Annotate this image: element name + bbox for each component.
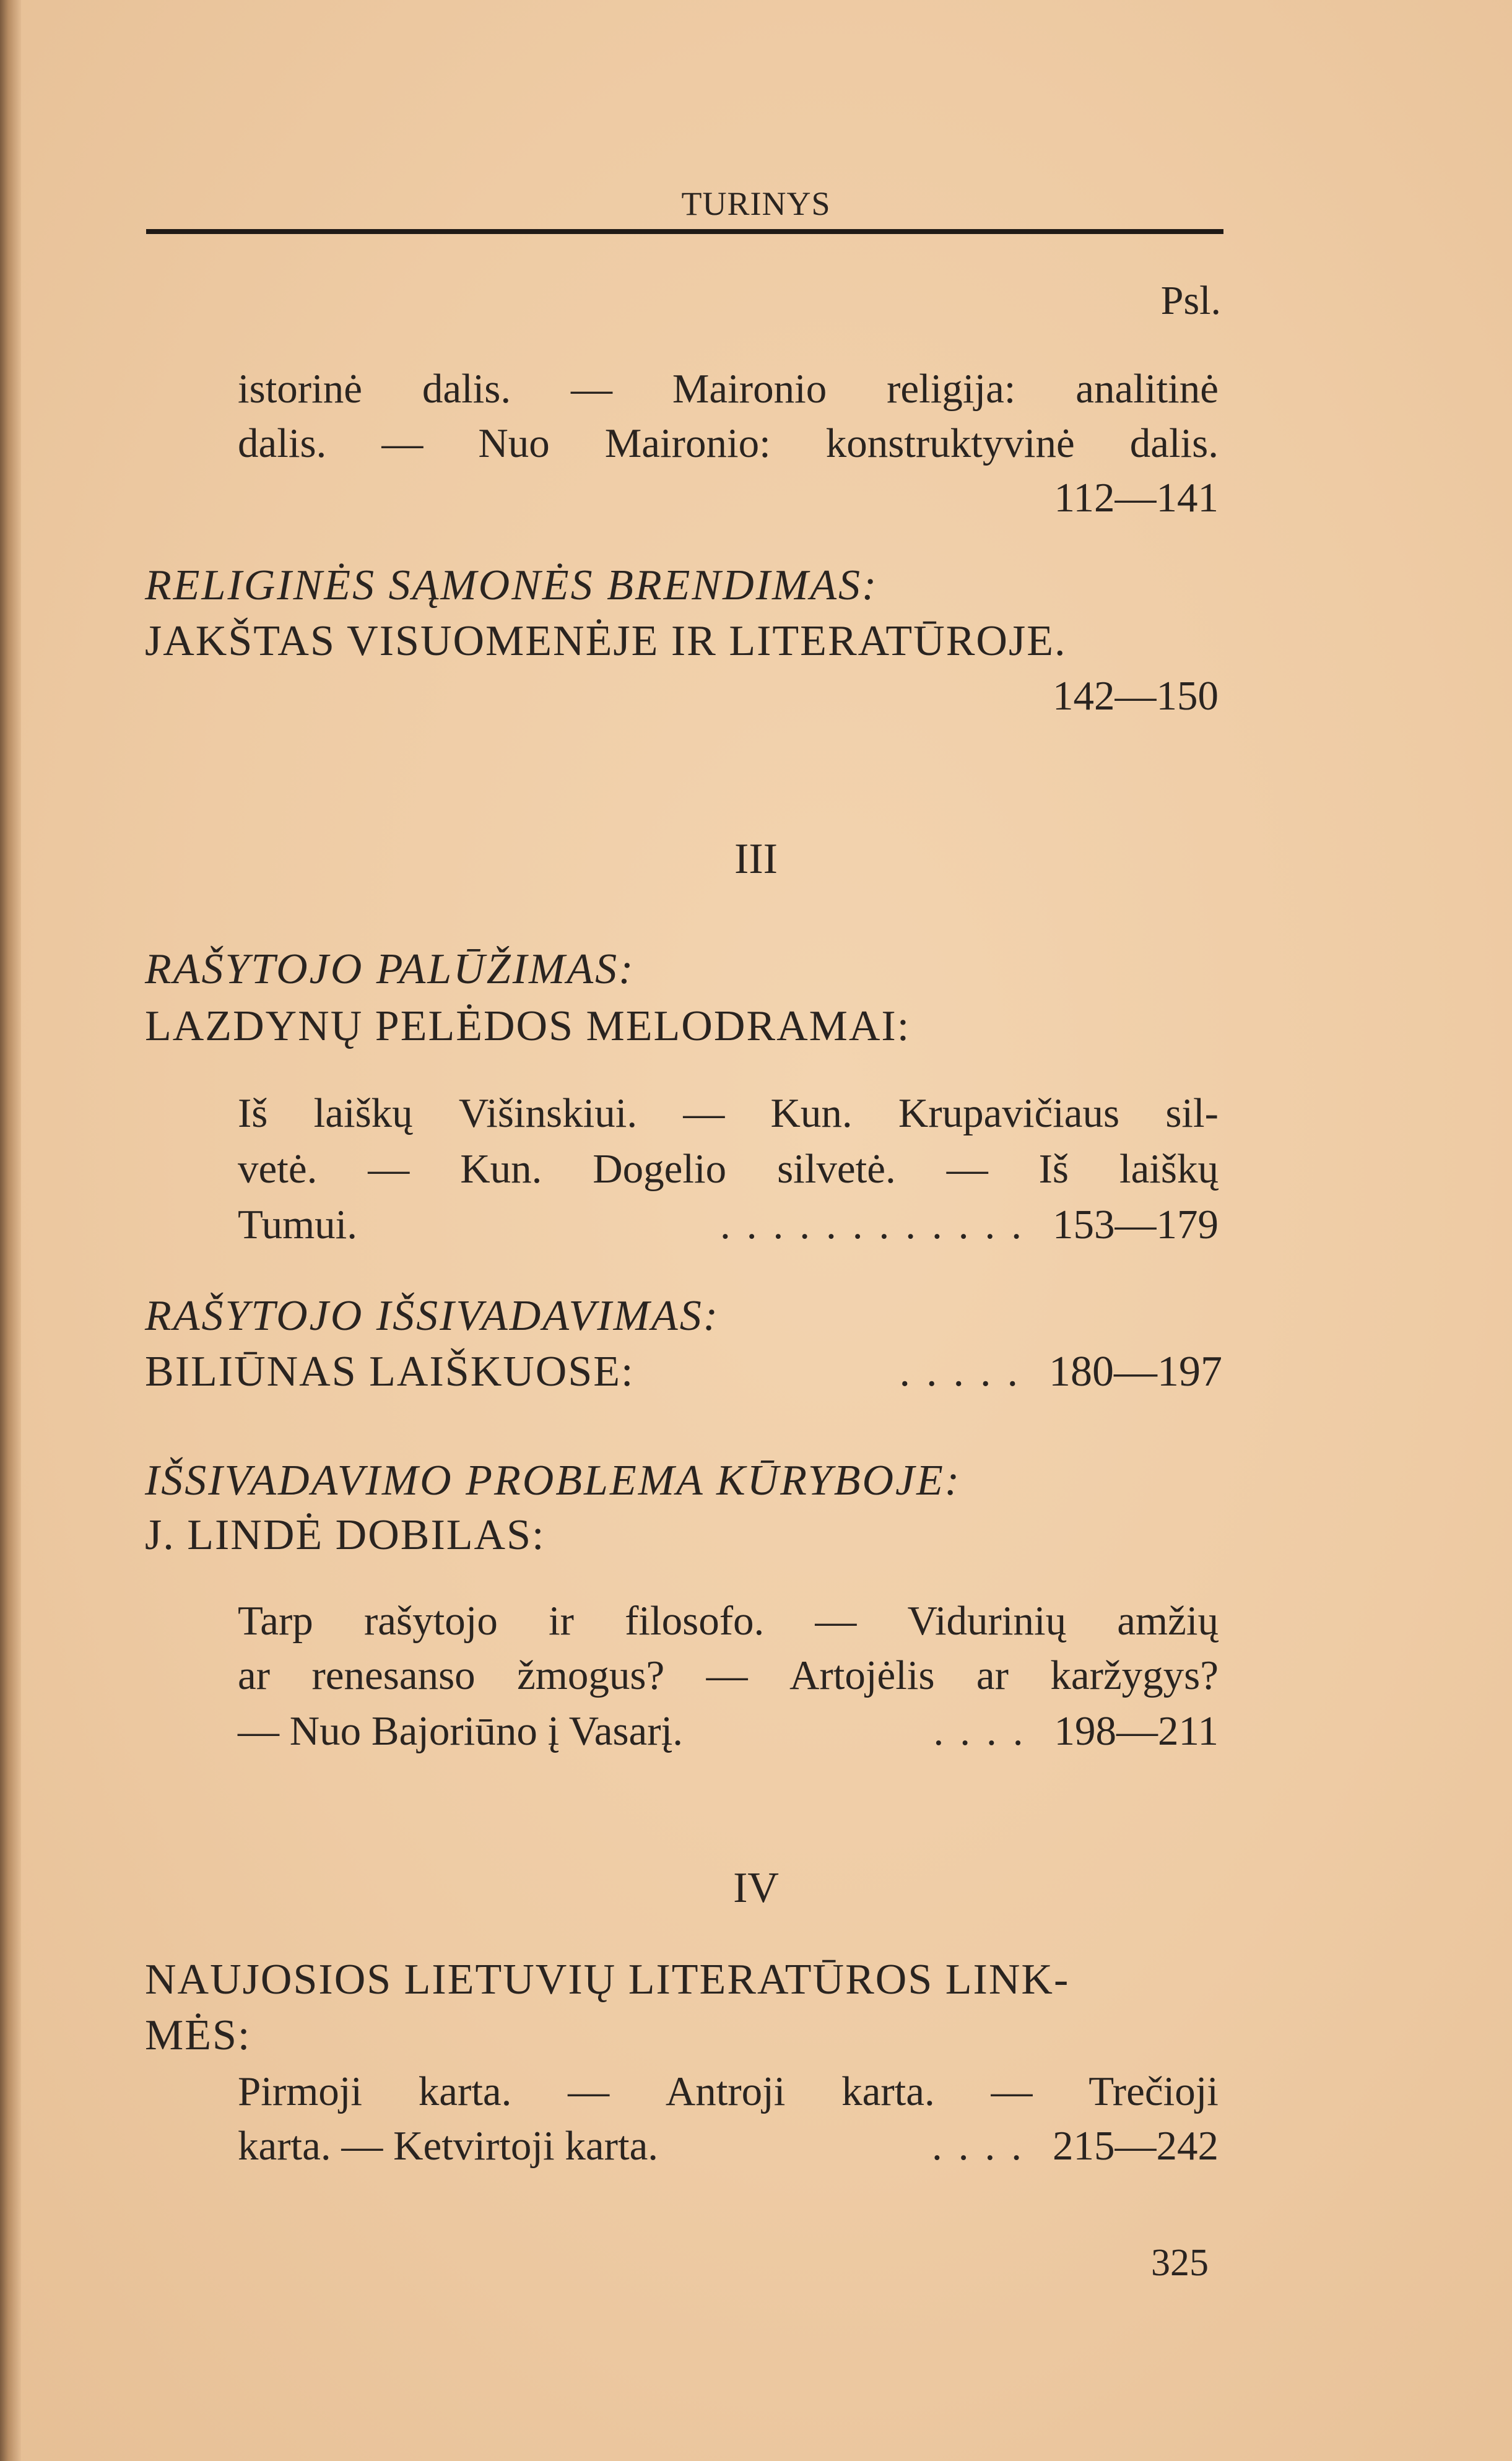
- toc-entry-4-line: BILIŪNAS LAIŠKUOSE: ..... 180—197: [145, 1348, 1222, 1395]
- leader-dots: ....: [932, 2123, 1038, 2169]
- header-rule: [146, 229, 1223, 234]
- toc-entry-6-line-2: karta. — Ketvirtoji karta. .... 215—242: [238, 2123, 1219, 2169]
- toc-entry-6-pages: 215—242: [1053, 2123, 1219, 2169]
- toc-entry-3-pages: 153—179: [1053, 1202, 1219, 1248]
- section-numeral-3: III: [734, 835, 778, 883]
- page-header-title: TURINYS: [681, 185, 831, 222]
- toc-entry-5-line-2: ar renesanso žmogus? — Artojėlis ar karžygys?: [238, 1652, 1219, 1698]
- toc-entry-3-heading: RAŠYTOJO PALŪŽIMAS:: [145, 945, 635, 993]
- toc-entry-5-heading: IŠSIVADAVIMO PROBLEMA KŪRYBOJE:: [145, 1457, 962, 1504]
- toc-entry-1-line-1: istorinė dalis. — Maironio religija: analitinė: [238, 366, 1219, 412]
- toc-entry-2-pages: 142—150: [1053, 673, 1219, 719]
- toc-entry-5-line-3: — Nuo Bajoriūno į Vasarį. .... 198—211: [238, 1708, 1219, 1754]
- page-number: 325: [1151, 2242, 1209, 2284]
- leader-dots: ............: [720, 1202, 1038, 1248]
- toc-entry-5-pages: 198—211: [1054, 1708, 1219, 1754]
- section-numeral-4: IV: [733, 1864, 779, 1912]
- leader-dots: ....: [933, 1708, 1040, 1754]
- toc-entry-1-line-2: dalis. — Nuo Maironio: konstruktyvinė dalis.: [238, 420, 1219, 466]
- toc-entry-3-subtitle: LAZDYNŲ PELĖDOS MELODRAMAI:: [145, 1002, 911, 1050]
- toc-entry-5-line-1: Tarp rašytojo ir filosofo. — Vidurinių amžių: [238, 1598, 1219, 1644]
- toc-entry-4-pages: 180—197: [1049, 1348, 1222, 1395]
- page-column-label: Psl.: [1160, 278, 1221, 323]
- toc-entry-1-pages: 112—141: [1054, 475, 1219, 521]
- toc-entry-2-heading: RELIGINĖS SĄMONĖS BRENDIMAS:: [145, 562, 879, 609]
- toc-entry-6-heading-line-1: NAUJOSIOS LIETUVIŲ LITERATŪROS LINK-: [145, 1956, 1070, 2003]
- toc-entry-5-subtitle: J. LINDĖ DOBILAS:: [145, 1511, 545, 1559]
- toc-entry-3-line-3: Tumui. ............ 153—179: [238, 1202, 1219, 1248]
- book-spine-edge: [0, 0, 21, 2461]
- toc-entry-2-subtitle: JAKŠTAS VISUOMENĖJE IR LITERATŪROJE.: [145, 617, 1067, 665]
- toc-entry-3-line-2: vetė. — Kun. Dogelio silvetė. — Iš laiškų: [238, 1146, 1219, 1192]
- leader-dots: .....: [899, 1348, 1034, 1395]
- toc-entry-3-line-1: Iš laiškų Višinskiui. — Kun. Krupavičiaus sil-: [238, 1090, 1219, 1136]
- toc-entry-6-heading-line-2: MĖS:: [145, 2012, 251, 2059]
- toc-entry-4-heading: RAŠYTOJO IŠSIVADAVIMAS:: [145, 1292, 720, 1340]
- toc-entry-6-line-1: Pirmoji karta. — Antroji karta. — Trečioji: [238, 2068, 1219, 2114]
